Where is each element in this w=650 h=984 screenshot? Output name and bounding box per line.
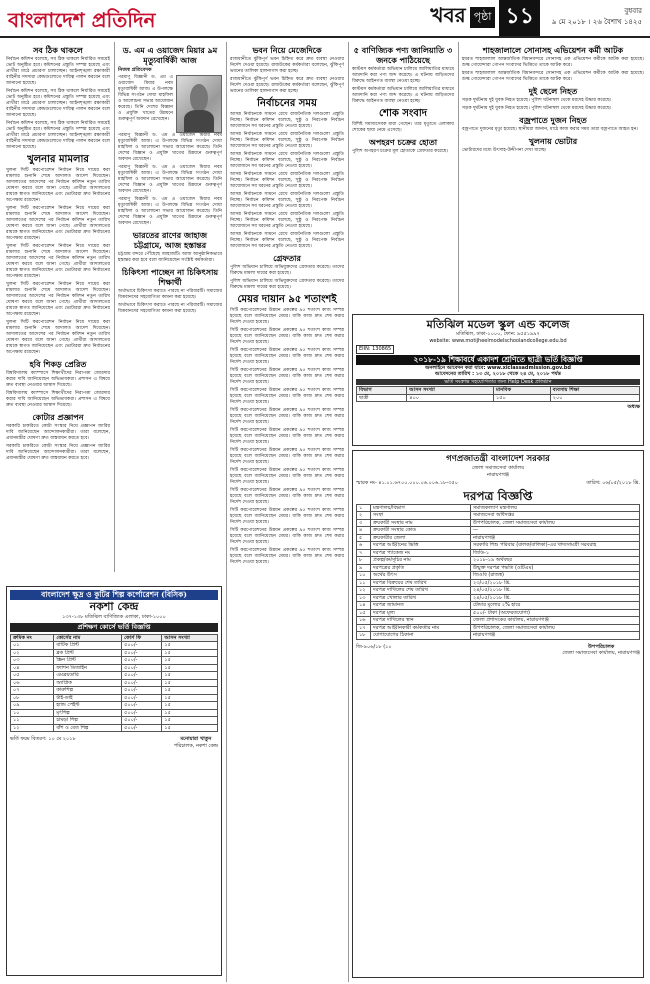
table-row [357, 542, 640, 550]
section-name: খবর [430, 2, 466, 27]
helpdesk-line: ভর্তি সংক্রান্ত সহযোগিতার জন্য Help Desk প্রতিষ্ঠান [356, 379, 640, 386]
table-cell: জিওবি (রাজস্ব) [471, 572, 640, 580]
table-cell: ১৩ [357, 594, 371, 602]
table-row [357, 564, 640, 572]
table-cell: সংস্থা [371, 512, 471, 520]
headline: মেয়র দায়ান ৯৫ শতাংশই [237, 294, 337, 305]
article-text: পরমাণু বিজ্ঞানী ড. এম এ ওয়াজেদ মিয়ার নবম মৃত্যুবার্ষিকী আজ। এ উপলক্ষে বিভিন্ন সংগঠন দোয়া মাহফিল ও আলোচনা সভার আয়োজন করেছে। তিনি দেশের বিজ্ঞান ও প্রযুক্তি খাতের উন্নয়নে গুরুত্বপূর্ণ অবদান রেখেছেন। [118, 133, 222, 162]
article-text: নির্বাচন কমিশন বলেছে, সব ঠিক থাকলে নির্ধারিত সময়েই ভোট অনুষ্ঠিত হবে। কমিশনের প্রস্তুতি সম্পন্ন হয়েছে এবং প্রার্থীরা মাঠে প্রচারণা চালাচ্ছেন। আইনশৃঙ্খলা রক্ষাকারী বাহিনীর সদস্যরা কেন্দ্রগুলোতে দায়িত্ব পালন করবেন বলে জানানো হয়েছে। [6, 57, 110, 86]
table-cell: ০৭ [11, 687, 54, 695]
article-text: সিটি করপোরেশনের উন্নয়ন প্রকল্পের ৯৫ শতাংশ কাজ সম্পন্ন হয়েছে বলে জানিয়েছেন মেয়র। বাকি কাজ দ্রুত শেষ করার নির্দেশ দেওয়া হয়েছে। [230, 468, 344, 485]
table-cell: ৫০০/- [122, 642, 162, 650]
ad-address: ১৩৭-১৩৮ মতিঝিল বাণিজ্যিক এলাকা, ঢাকা-১০০০ [62, 614, 166, 620]
table-cell: সমাজসেবা অধিদপ্তর [471, 512, 640, 520]
bscic-ad [6, 586, 222, 976]
ad-title: মতিঝিল মডেল স্কুল এন্ড কলেজ [426, 318, 570, 331]
col-header: কোর্সের নাম [54, 634, 122, 642]
article-text: আসন্ন নির্বাচনকে সামনে রেখে রাজনৈতিক দলগুলো প্রস্তুতি নিচ্ছে। নির্বাচন কমিশন বলেছে, সুষ্ঠু ও নিরপেক্ষ নির্বাচন আয়োজনে সব ধরনের প্রস্তুতি নেওয়া হয়েছে। [230, 132, 344, 149]
table-cell: দরপত্র জামানত [371, 602, 471, 610]
notice-line: আবেদনের তারিখ : ১৩ মে, ২০১৮ থেকে ২৪ মে, ২০১৮ পর্যন্ত [435, 371, 561, 377]
table-cell: কারুশিল্প [54, 687, 122, 695]
table-cell: অর্থের উৎস [371, 572, 471, 580]
headline: ড. এম এ ওয়াজেদ মিয়ার ৯ম মৃত্যুবার্ষিকী আজ [122, 45, 218, 65]
table-row [11, 664, 218, 672]
headline: ভবন নিয়ে মেজেদিকে [252, 45, 322, 55]
table-cell: ১৮ [357, 632, 371, 640]
table-cell: অ্যাপ্লিক [54, 679, 122, 687]
ad-website: website: www.motijheelmodelschoolandcollege.edu.bd [429, 337, 567, 344]
article-text: পুলিশ অভিযান চালিয়ে অভিযুক্তদের গ্রেফতার করেছে। তাদের বিরুদ্ধে মামলা দায়ের করা হয়েছে। [230, 279, 344, 290]
table-cell: মন্ত্রণালয়/বিভাগ [371, 504, 471, 512]
table-cell: ৫০০/- [122, 657, 162, 665]
article-text: সিটি করপোরেশনের উন্নয়ন প্রকল্পের ৯৫ শতাংশ কাজ সম্পন্ন হয়েছে বলে জানিয়েছেন মেয়র। বাকি কাজ দ্রুত শেষ করার নির্দেশ দেওয়া হয়েছে। [230, 548, 344, 565]
table-cell: ৫০০/- [122, 694, 162, 702]
article-text: নির্বাচন কমিশন বলেছে, সব ঠিক থাকলে নির্ধারিত সময়েই ভোট অনুষ্ঠিত হবে। কমিশনের প্রস্তুতি সম্পন্ন হয়েছে এবং প্রার্থীরা মাঠে প্রচারণা চালাচ্ছেন। আইনশৃঙ্খলা রক্ষাকারী বাহিনীর সদস্যরা কেন্দ্রগুলোতে দায়িত্ব পালন করবেন বলে জানানো হয়েছে। [6, 121, 110, 150]
headline: দুই ছেলে নিহত [528, 86, 578, 96]
table-cell: ক্রয়কারী সংস্থার কোড [371, 527, 471, 535]
column-4 [352, 42, 454, 310]
headline: বজ্রপাতে দুজন নিহত [519, 115, 587, 125]
weekday: বুধবার [624, 7, 642, 15]
page-number: ১১ [499, 0, 540, 36]
table-cell: ১৫ [357, 609, 371, 617]
article-text: বিশিষ্ট সমাজসেবক মারা গেছেন। তার মৃত্যুতে এলাকায় শোকের ছায়া নেমে এসেছে। [352, 122, 454, 133]
table-cell: ৭ [357, 549, 371, 557]
article-text: রাজধানীতে ঝুঁকিপূর্ণ ভবন চিহ্নিত করে দ্রুত ব্যবস্থা নেওয়ার নির্দেশ দেওয়া হয়েছে। রাজউকের কর্মকর্তারা বলেছেন, ঝুঁকিপূর্ণ ভবনের তালিকা হালনাগাদ করা হচ্ছে। [230, 77, 344, 94]
column-rule [458, 42, 459, 312]
table-cell: ১০ [11, 709, 54, 717]
table-cell: ২৩/০৫/২০১৮ খ্রি. [471, 579, 640, 587]
headline: শোক সংবাদ [379, 108, 427, 119]
article-text: অর্থাভাবে চিকিৎসা করাতে পারছে না পরিবারটি। সমাজের বিত্তবানদের সহযোগিতা কামনা করা হয়েছে। [118, 303, 222, 314]
ad-code: জি-৯০৬/১৮ (১০ [356, 643, 392, 650]
col-header: মানবিক [494, 387, 551, 395]
table-cell: নারায়ণগঞ্জ [471, 632, 640, 640]
table-cell: ০৪ [11, 664, 54, 672]
table-cell: ফ্যাশন ডিজাইন [54, 664, 122, 672]
gov-title: গণপ্রজাতন্ত্রী বাংলাদেশ সরকার [446, 454, 550, 464]
article-text: আসন্ন নির্বাচনকে সামনে রেখে রাজনৈতিক দলগুলো প্রস্তুতি নিচ্ছে। নির্বাচন কমিশন বলেছে, সুষ্ঠু ও নিরপেক্ষ নির্বাচন আয়োজনে সব ধরনের প্রস্তুতি নেওয়া হয়েছে। [230, 192, 344, 209]
article-text: বিশ্ববিদ্যালয় ক্যাম্পাসে শিক্ষার্থীদের নিরাপত্তা জোরদার করার দাবি জানিয়েছেন অভিভাবকরা। প্রশাসন এ বিষয়ে দ্রুত ব্যবস্থা নেওয়ার আশ্বাস দিয়েছে। [6, 371, 110, 388]
eiin-badge: EIIN: 130865 [356, 345, 394, 354]
headline: শাহজালালে সোনাসহ এভিয়েশন কর্মী আটক [482, 45, 624, 55]
table-cell: ১৫ [162, 694, 218, 702]
table-cell: ৪ [357, 527, 371, 535]
table-row [357, 602, 640, 610]
table-cell: ১৪ [357, 602, 371, 610]
headline: হবি শিকড় প্রেরিত [29, 359, 87, 369]
table-cell: ১৫ [162, 679, 218, 687]
article-text: সড়ক দুর্ঘটনায় দুই যুবক নিহত হয়েছে। পুলিশ ঘটনাস্থল থেকে মরদেহ উদ্ধার করেছে। [462, 98, 612, 103]
table-cell: নারায়ণগঞ্জ [471, 534, 640, 542]
article-text: আসন্ন নির্বাচনকে সামনে রেখে রাজনৈতিক দলগুলো প্রস্তুতি নিচ্ছে। নির্বাচন কমিশন বলেছে, সুষ্ঠু ও নিরপেক্ষ নির্বাচন আয়োজনে সব ধরনের প্রস্তুতি নেওয়া হয়েছে। [230, 112, 344, 129]
table-cell: উন্মুক্ত দরপত্র পদ্ধতি (ওটিএম) [471, 564, 640, 572]
table-cell: ২০১৮-১৯ অর্থবছর [471, 557, 640, 565]
ad-footer-left: ভর্তি ফরম বিতরণ: ১০ মে ২০১৮ [10, 736, 76, 742]
headline: অপহরণ চক্রের হোতা [368, 137, 438, 147]
table-row [357, 504, 640, 512]
article-text: খুলনা সিটি করপোরেশন নির্বাচন নিয়ে দায়ের করা মামলার শুনানি শেষে আদালত আদেশ দিয়েছেন। আদালতের আদেশের পর নির্বাচন কমিশন নতুন তারিখ ঘোষণা করবে বলে জানা গেছে। প্রার্থীরা আদালতের রায়কে স্বাগত জানিয়েছেন এবং ভোটাররা দ্রুত নির্বাচনের অপেক্ষায় রয়েছেন। [6, 244, 110, 279]
table-cell: ৫০০/- [122, 709, 162, 717]
article-text: খুলনা সিটি করপোরেশন নির্বাচন নিয়ে দায়ের করা মামলার শুনানি শেষে আদালত আদেশ দিয়েছেন। আদালতের আদেশের পর নির্বাচন কমিশন নতুন তারিখ ঘোষণা করবে বলে জানা গেছে। প্রার্থীরা আদালতের রায়কে স্বাগত জানিয়েছেন এবং ভোটাররা দ্রুত নির্বাচনের অপেক্ষায় রয়েছেন। [6, 206, 110, 241]
table-row [11, 649, 218, 657]
table-row [357, 557, 640, 565]
headline: গ্রেফতার [273, 253, 301, 263]
signatory-title: উপপরিচালক [588, 643, 615, 650]
column-1 [6, 42, 110, 582]
table-cell: বাটিক প্রিন্ট [54, 642, 122, 650]
table-row [357, 512, 640, 520]
table-cell: ১৫ [162, 717, 218, 725]
headline: সব ঠিক থাকলে [33, 45, 83, 55]
article-text: অর্থাভাবে চিকিৎসা করাতে পারছে না পরিবারটি। সমাজের বিত্তবানদের সহযোগিতা কামনা করা হয়েছে। [118, 289, 222, 300]
column-3 [230, 42, 344, 978]
table-cell: ০৮ [11, 694, 54, 702]
table-cell: ১৫ [162, 657, 218, 665]
headline: খুলনায় ভোটার [528, 136, 578, 146]
table-cell: প্রকল্প/কর্মসূচির নাম [371, 557, 471, 565]
col-header: ক্রমিক নং [11, 634, 54, 642]
table-cell: ১৫ [162, 702, 218, 710]
ad-subtitle: নকশা কেন্দ্র [89, 600, 139, 613]
table-cell: মৃৎশিল্প [54, 709, 122, 717]
table-cell: ৫০০/- [122, 687, 162, 695]
headline: চিকিৎসা পাচ্ছেন না চিকিৎসায় শিক্ষার্থী [121, 267, 219, 287]
table-cell: ব্লক প্রিন্ট [54, 649, 122, 657]
table-row [11, 717, 218, 725]
table-cell: সমাজকল্যাণ মন্ত্রণালয় [471, 504, 640, 512]
table-row [357, 534, 640, 542]
table-cell: জিডি-১ [471, 549, 640, 557]
table-row [357, 609, 640, 617]
article-text: সিটি করপোরেশনের উন্নয়ন প্রকল্পের ৯৫ শতাংশ কাজ সম্পন্ন হয়েছে বলে জানিয়েছেন মেয়র। বাকি কাজ দ্রুত শেষ করার নির্দেশ দেওয়া হয়েছে। [230, 328, 344, 345]
column-2 [118, 42, 222, 582]
page-badge: পৃষ্ঠা [470, 7, 496, 28]
article-text: আসন্ন নির্বাচনকে সামনে রেখে রাজনৈতিক দলগুলো প্রস্তুতি নিচ্ছে। নির্বাচন কমিশন বলেছে, সুষ্ঠু ও নিরপেক্ষ নির্বাচন আয়োজনে সব ধরনের প্রস্তুতি নেওয়া হয়েছে। [230, 172, 344, 189]
tender-title: দরপত্র বিজ্ঞপ্তি [463, 488, 533, 503]
table-cell: ক্রয়কারীর জেলা [371, 534, 471, 542]
table-row [11, 724, 218, 732]
headline: ৫ বাণিজ্যিক পণ্য জালিয়াতি ৩ জনকে পাঠিয়েছে [353, 45, 453, 65]
article-text: পরমাণু বিজ্ঞানী ড. এম এ ওয়াজেদ মিয়ার নবম মৃত্যুবার্ষিকী আজ। এ উপলক্ষে বিভিন্ন সংগঠন দোয়া মাহফিল ও আলোচনা সভার আয়োজন করেছে। তিনি দেশের বিজ্ঞান ও প্রযুক্তি খাতের উন্নয়নে গুরুত্বপূর্ণ অবদান রেখেছেন। [118, 165, 222, 194]
masthead [0, 0, 650, 38]
office-name: জেলা সমাজসেবা কার্যালয় [471, 465, 525, 471]
table-cell: ১৭ [357, 624, 371, 632]
table-cell: দরপত্র প্যাকেজ নং [371, 549, 471, 557]
ad-title: বাংলাদেশ ক্ষুদ্র ও কুটির শিল্প কর্পোরেশন (বিসিক) [10, 590, 218, 600]
column-rule [226, 42, 227, 982]
motijheel-ad [352, 314, 644, 446]
tender-table [356, 504, 640, 640]
table-cell: বাঁশ ও বেত শিল্প [54, 724, 122, 732]
table-cell: দরপত্র দাখিলের শেষ তারিখ [371, 587, 471, 595]
table-row [11, 672, 218, 680]
article-text: সিটি করপোরেশনের উন্নয়ন প্রকল্পের ৯৫ শতাংশ কাজ সম্পন্ন হয়েছে বলে জানিয়েছেন মেয়র। বাকি কাজ দ্রুত শেষ করার নির্দেশ দেওয়া হয়েছে। [230, 428, 344, 445]
table-cell: ৩ [357, 519, 371, 527]
article-text: আসন্ন নির্বাচনকে সামনে রেখে রাজনৈতিক দলগুলো প্রস্তুতি নিচ্ছে। নির্বাচন কমিশন বলেছে, সুষ্ঠু ও নিরপেক্ষ নির্বাচন আয়োজনে সব ধরনের প্রস্তুতি নেওয়া হয়েছে। [230, 212, 344, 229]
article-text: বিশ্ববিদ্যালয় ক্যাম্পাসে শিক্ষার্থীদের নিরাপত্তা জোরদার করার দাবি জানিয়েছেন অভিভাবকরা। প্রশাসন এ বিষয়ে দ্রুত ব্যবস্থা নেওয়ার আশ্বাস দিয়েছে। [6, 391, 110, 408]
headline: খুলনার মামলার [27, 154, 89, 165]
table-row [11, 694, 218, 702]
table-cell: ছাত্রী [357, 394, 407, 402]
table-row [357, 624, 640, 632]
course-table [10, 634, 218, 733]
table-row [357, 572, 640, 580]
article-text: সরকারি চাকরিতে কোটা সংস্কার নিয়ে প্রজ্ঞাপন জারির দাবি জানিয়েছেন আন্দোলনকারীরা। তারা বলেছেন, প্রধানমন্ত্রীর ঘোষণা দ্রুত বাস্তবায়ন করতে হবে। [6, 444, 110, 461]
table-cell: ৪০০ [407, 394, 494, 402]
table-cell: ৫০০/- [122, 672, 162, 680]
course-title: প্রশিক্ষণ কোর্সে ভর্তি বিজ্ঞপ্তি [10, 623, 218, 632]
article-text: সিটি করপোরেশনের উন্নয়ন প্রকল্পের ৯৫ শতাংশ কাজ সম্পন্ন হয়েছে বলে জানিয়েছেন মেয়র। বাকি কাজ দ্রুত শেষ করার নির্দেশ দেওয়া হয়েছে। [230, 368, 344, 385]
table-cell: ০২ [11, 649, 54, 657]
table-cell: দরপত্র মূল্য [371, 609, 471, 617]
table-cell: ২ [357, 512, 371, 520]
table-cell: ০৬ [11, 679, 54, 687]
table-cell: ৫০০/- [122, 664, 162, 672]
table-cell: ১৫ [162, 672, 218, 680]
table-row [357, 527, 640, 535]
notice-date: তারিখ: ০৬/০৫/২০১৮ খ্রি. [586, 480, 640, 486]
table-cell: ১০ [357, 572, 371, 580]
table-row [357, 579, 640, 587]
table-cell: ৫০০/- [122, 702, 162, 710]
table-cell: টাই-ডাই [54, 694, 122, 702]
article-text: সিটি করপোরেশনের উন্নয়ন প্রকল্পের ৯৫ শতাংশ কাজ সম্পন্ন হয়েছে বলে জানিয়েছেন মেয়র। বাকি কাজ দ্রুত শেষ করার নির্দেশ দেওয়া হয়েছে। [230, 488, 344, 505]
article-text: বজ্রপাতে দুজনের মৃত্যু হয়েছে। স্থানীয়রা জানান, মাঠে কাজ করার সময় তারা বজ্রপাতে আহত হন। [462, 127, 638, 132]
table-cell: ৫০০/- টাকা (অফেরতযোগ্য) [471, 609, 640, 617]
table-cell: দরপত্র আহ্বানকারী কর্মকর্তার নাম [371, 624, 471, 632]
table-cell: হ্যান্ড পেইন্ট [54, 702, 122, 710]
table-cell: উপপরিচালক, জেলা সমাজসেবা কার্যালয় [471, 624, 640, 632]
headline: ভারতের রাণের জাহাজ চট্টগ্রামে, আজ হস্তান্তর [132, 230, 208, 250]
table-cell: ২৪/০৫/২০১৮ খ্রি. [471, 594, 640, 602]
article-text: ভোটারদের মধ্যে উৎসাহ-উদ্দীপনা দেখা যাচ্ছে। [462, 148, 547, 153]
byline: নিজস্ব প্রতিবেদক [118, 67, 152, 73]
ad-signature: অধ্যক্ষ [627, 404, 640, 410]
article-text: পুলিশ অভিযান চালিয়ে অভিযুক্তদের গ্রেফতার করেছে। তাদের বিরুদ্ধে মামলা দায়ের করা হয়েছে। [230, 265, 344, 276]
article-text: খুলনা সিটি করপোরেশন নির্বাচন নিয়ে দায়ের করা মামলার শুনানি শেষে আদালত আদেশ দিয়েছেন। আদালতের আদেশের পর নির্বাচন কমিশন নতুন তারিখ ঘোষণা করবে বলে জানা গেছে। প্রার্থীরা আদালতের রায়কে স্বাগত জানিয়েছেন এবং ভোটাররা দ্রুত নির্বাচনের অপেক্ষায় রয়েছেন। [6, 320, 110, 355]
table-row [11, 657, 218, 665]
table-cell: যোগাযোগের ঠিকানা [371, 632, 471, 640]
article-text: আসন্ন নির্বাচনকে সামনে রেখে রাজনৈতিক দলগুলো প্রস্তুতি নিচ্ছে। নির্বাচন কমিশন বলেছে, সুষ্ঠু ও নিরপেক্ষ নির্বাচন আয়োজনে সব ধরনের প্রস্তুতি নেওয়া হয়েছে। [230, 152, 344, 169]
table-row [11, 642, 218, 650]
table-cell: দরপত্রের প্রকৃতি [371, 564, 471, 572]
signatory-title: পরিচালক, নকশা কেন্দ্র [173, 742, 218, 749]
table-cell: ১৫০ [494, 394, 551, 402]
table-row [11, 702, 218, 710]
table-cell: ১৫ [162, 664, 218, 672]
table-cell: ১১ [357, 579, 371, 587]
table-cell: সরকারি শিশু পরিবার (বালক/বালিকা)-এর খাদ্যসামগ্রী সরবরাহ [471, 542, 640, 550]
table-cell: ৫০০/- [122, 717, 162, 725]
table-row [11, 679, 218, 687]
table-cell: টেন্ডার মূল্যের ২% হারে [471, 602, 640, 610]
col-header: আসন সংখ্যা [162, 634, 218, 642]
col-header: বিভাগ [357, 387, 407, 395]
table-cell: দরপত্র দাখিলের স্থান [371, 617, 471, 625]
table-cell: ০৯ [11, 702, 54, 710]
table-cell: ক্রয়কারী সংস্থার নাম [371, 519, 471, 527]
article-text: সড়ক দুর্ঘটনায় দুই যুবক নিহত হয়েছে। পুলিশ ঘটনাস্থল থেকে মরদেহ উদ্ধার করেছে। [462, 106, 612, 111]
memo-number: স্মারক নং- ৪১.০১.৬৭০০.০০০.০৬.০০৬.১৮-৩৫০ [356, 480, 458, 486]
date-line [542, 6, 642, 28]
table-row [357, 617, 640, 625]
table-row [357, 587, 640, 595]
article-text: হযরত শাহজালাল আন্তর্জাতিক বিমানবন্দরে সোনাসহ এক এভিয়েশন কর্মীকে আটক করা হয়েছে। শুল্ক গোয়েন্দারা গোপন সংবাদের ভিত্তিতে তাকে আটক করে। [462, 57, 644, 68]
article-text: কাস্টমস কর্মকর্তারা অভিযান চালিয়ে জালিয়াতির মাধ্যমে আমদানি করা পণ্য জব্দ করেছে। এ ঘটনায় জড়িতদের বিরুদ্ধে আইনগত ব্যবস্থা নেওয়া হচ্ছে। [352, 87, 454, 104]
article-text: নির্বাচন কমিশন বলেছে, সব ঠিক থাকলে নির্ধারিত সময়েই ভোট অনুষ্ঠিত হবে। কমিশনের প্রস্তুতি সম্পন্ন হয়েছে এবং প্রার্থীরা মাঠে প্রচারণা চালাচ্ছেন। আইনশৃঙ্খলা রক্ষাকারী বাহিনীর সদস্যরা কেন্দ্রগুলোতে দায়িত্ব পালন করবেন বলে জানানো হয়েছে। [6, 89, 110, 118]
date-text: ৯ মে ২০১৮ । ২৬ বৈশাখ ১৪২৫ [551, 18, 642, 26]
table-cell: ১৬ [357, 617, 371, 625]
table-cell: ৬ [357, 542, 371, 550]
table-cell: এমব্রয়ডারি [54, 672, 122, 680]
article-text: কাস্টমস কর্মকর্তারা অভিযান চালিয়ে জালিয়াতির মাধ্যমে আমদানি করা পণ্য জব্দ করেছে। এ ঘটনায় জড়িতদের বিরুদ্ধে আইনগত ব্যবস্থা নেওয়া হচ্ছে। [352, 67, 454, 84]
table-cell: ১২ [357, 587, 371, 595]
article-text: চট্টগ্রাম বন্দরে পৌঁছেছে জাহাজটি। আজ আনুষ্ঠানিকভাবে হস্তান্তর করা হবে বলে জানিয়েছেন সংশ্লিষ্ট কর্মকর্তারা। [118, 252, 222, 263]
table-cell: ১৫ [162, 642, 218, 650]
table-cell: ০৫ [11, 672, 54, 680]
table-cell: ৫ [357, 534, 371, 542]
table-cell: ১১ [11, 717, 54, 725]
table-row [357, 549, 640, 557]
table-row [357, 519, 640, 527]
table-cell: ১৫ [162, 709, 218, 717]
table-row [357, 632, 640, 640]
article-text: খুলনা সিটি করপোরেশন নির্বাচন নিয়ে দায়ের করা মামলার শুনানি শেষে আদালত আদেশ দিয়েছেন। আদালতের আদেশের পর নির্বাচন কমিশন নতুন তারিখ ঘোষণা করবে বলে জানা গেছে। প্রার্থীরা আদালতের রায়কে স্বাগত জানিয়েছেন এবং ভোটাররা দ্রুত নির্বাচনের অপেক্ষায় রয়েছেন। [6, 282, 110, 317]
table-cell: ২০০ [550, 394, 639, 402]
article-text: সিটি করপোরেশনের উন্নয়ন প্রকল্পের ৯৫ শতাংশ কাজ সম্পন্ন হয়েছে বলে জানিয়েছেন মেয়র। বাকি কাজ দ্রুত শেষ করার নির্দেশ দেওয়া হয়েছে। [230, 408, 344, 425]
table-cell: ৯ [357, 564, 371, 572]
table-cell: চামড়া শিল্প [54, 717, 122, 725]
article-text: খুলনা সিটি করপোরেশন নির্বাচন নিয়ে দায়ের করা মামলার শুনানি শেষে আদালত আদেশ দিয়েছেন। আদালতের আদেশের পর নির্বাচন কমিশন নতুন তারিখ ঘোষণা করবে বলে জানা গেছে। প্রার্থীরা আদালতের রায়কে স্বাগত জানিয়েছেন এবং ভোটাররা দ্রুত নির্বাচনের অপেক্ষায় রয়েছেন। [6, 168, 110, 203]
column-rule [114, 42, 115, 572]
article-text: সিটি করপোরেশনের উন্নয়ন প্রকল্পের ৯৫ শতাংশ কাজ সম্পন্ন হয়েছে বলে জানিয়েছেন মেয়র। বাকি কাজ দ্রুত শেষ করার নির্দেশ দেওয়া হয়েছে। [230, 388, 344, 405]
table-cell: ০১ [11, 642, 54, 650]
col-header: কোর্স ফি [122, 634, 162, 642]
ad-address: মতিঝিল, ঢাকা-১০০০, ফোন: ৯৫৫১৯৯৭ [456, 331, 540, 337]
table-cell: জেলা প্রশাসকের কার্যালয়, নারায়ণগঞ্জ [471, 617, 640, 625]
table-cell: ৮ [357, 557, 371, 565]
table-cell: দরপত্র খোলার তারিখ [371, 594, 471, 602]
district-name: নারায়ণগঞ্জ [486, 471, 510, 478]
table-cell: ০৩ [11, 657, 54, 665]
article-text: সিটি করপোরেশনের উন্নয়ন প্রকল্পের ৯৫ শতাংশ কাজ সম্পন্ন হয়েছে বলে জানিয়েছেন মেয়র। বাকি কাজ দ্রুত শেষ করার নির্দেশ দেওয়া হয়েছে। [230, 528, 344, 545]
signatory-office: জেলা সমাজসেবা কার্যালয়, নারায়ণগঞ্জ [562, 650, 640, 656]
table-cell: ৫০০/- [122, 724, 162, 732]
table-cell: ৫০০/- [122, 679, 162, 687]
table-row [11, 709, 218, 717]
table-cell: উপপরিচালক, জেলা সমাজসেবা কার্যালয় [471, 519, 640, 527]
tender-notice-ad [352, 450, 644, 978]
portrait-photo [176, 75, 222, 133]
table-cell: ১ [357, 504, 371, 512]
section-indicator [430, 4, 540, 30]
headline: কোটার প্রজ্ঞাপন [32, 412, 84, 422]
table-cell: ২৪/০৫/২০১৮ খ্রি. [471, 587, 640, 595]
signatory-name: মনোয়ারা খাতুন [180, 736, 212, 742]
notice-line: অনলাইনে আবেদন করা যাবে: www.xiclassadmission.gov.bd [425, 364, 571, 371]
column-5 [462, 42, 644, 310]
article-text: হযরত শাহজালাল আন্তর্জাতিক বিমানবন্দরে সোনাসহ এক এভিয়েশন কর্মীকে আটক করা হয়েছে। শুল্ক গোয়েন্দারা গোপন সংবাদের ভিত্তিতে তাকে আটক করে। [462, 71, 644, 82]
seat-table [356, 386, 640, 402]
col-header: আসন সংখ্যা [407, 387, 494, 395]
column-rule [348, 42, 349, 982]
table-cell: দরপত্র আহ্বানের ভিত্তি [371, 542, 471, 550]
article-text: সিটি করপোরেশনের উন্নয়ন প্রকল্পের ৯৫ শতাংশ কাজ সম্পন্ন হয়েছে বলে জানিয়েছেন মেয়র। বাকি কাজ দ্রুত শেষ করার নির্দেশ দেওয়া হয়েছে। [230, 308, 344, 325]
headline: নির্বাচনের সময় [257, 98, 317, 109]
article-text: সিটি করপোরেশনের উন্নয়ন প্রকল্পের ৯৫ শতাংশ কাজ সম্পন্ন হয়েছে বলে জানিয়েছেন মেয়র। বাকি কাজ দ্রুত শেষ করার নির্দেশ দেওয়া হয়েছে। [230, 508, 344, 525]
table-row [357, 594, 640, 602]
newspaper-logo: বাংলাদেশ প্রতিদিন [8, 8, 156, 32]
col-header: ব্যবসায় শিক্ষা [550, 387, 639, 395]
article-text: সরকারি চাকরিতে কোটা সংস্কার নিয়ে প্রজ্ঞাপন জারির দাবি জানিয়েছেন আন্দোলনকারীরা। তারা বলেছেন, প্রধানমন্ত্রীর ঘোষণা দ্রুত বাস্তবায়ন করতে হবে। [6, 424, 110, 441]
article-text: পুলিশ অপহরণ চক্রের মূল হোতাকে গ্রেফতার করেছে। [352, 149, 449, 154]
table-cell: ১৫ [162, 724, 218, 732]
article-text: রাজধানীতে ঝুঁকিপূর্ণ ভবন চিহ্নিত করে দ্রুত ব্যবস্থা নেওয়ার নির্দেশ দেওয়া হয়েছে। রাজউকের কর্মকর্তারা বলেছেন, ঝুঁকিপূর্ণ ভবনের তালিকা হালনাগাদ করা হচ্ছে। [230, 57, 344, 74]
admission-banner: ২০১৮-১৯ শিক্ষাবর্ষে একাদশ শ্রেণিতে ছাত্রী ভর্তি বিজ্ঞপ্তি [356, 355, 640, 365]
table-cell: ১৫ [162, 687, 218, 695]
table-cell: স্ক্রিন প্রিন্ট [54, 657, 122, 665]
article-text: আসন্ন নির্বাচনকে সামনে রেখে রাজনৈতিক দলগুলো প্রস্তুতি নিচ্ছে। নির্বাচন কমিশন বলেছে, সুষ্ঠু ও নিরপেক্ষ নির্বাচন আয়োজনে সব ধরনের প্রস্তুতি নেওয়া হয়েছে। [230, 232, 344, 249]
table-cell: ৫০০/- [122, 649, 162, 657]
table-row [11, 687, 218, 695]
table-cell: দরপত্র বিক্রয়ের শেষ তারিখ [371, 579, 471, 587]
article-text: সিটি করপোরেশনের উন্নয়ন প্রকল্পের ৯৫ শতাংশ কাজ সম্পন্ন হয়েছে বলে জানিয়েছেন মেয়র। বাকি কাজ দ্রুত শেষ করার নির্দেশ দেওয়া হয়েছে। [230, 348, 344, 365]
table-cell: — [471, 527, 640, 535]
table-cell: ১২ [11, 724, 54, 732]
article-text: সিটি করপোরেশনের উন্নয়ন প্রকল্পের ৯৫ শতাংশ কাজ সম্পন্ন হয়েছে বলে জানিয়েছেন মেয়র। বাকি কাজ দ্রুত শেষ করার নির্দেশ দেওয়া হয়েছে। [230, 448, 344, 465]
table-cell: ১৫ [162, 649, 218, 657]
article-text: পরমাণু বিজ্ঞানী ড. এম এ ওয়াজেদ মিয়ার নবম মৃত্যুবার্ষিকী আজ। এ উপলক্ষে বিভিন্ন সংগঠন দোয়া মাহফিল ও আলোচনা সভার আয়োজন করেছে। তিনি দেশের বিজ্ঞান ও প্রযুক্তি খাতের উন্নয়নে গুরুত্বপূর্ণ অবদান রেখেছেন। [118, 75, 173, 122]
article-text: পরমাণু বিজ্ঞানী ড. এম এ ওয়াজেদ মিয়ার নবম মৃত্যুবার্ষিকী আজ। এ উপলক্ষে বিভিন্ন সংগঠন দোয়া মাহফিল ও আলোচনা সভার আয়োজন করেছে। তিনি দেশের বিজ্ঞান ও প্রযুক্তি খাতের উন্নয়নে গুরুত্বপূর্ণ অবদান রেখেছেন। [118, 197, 222, 226]
